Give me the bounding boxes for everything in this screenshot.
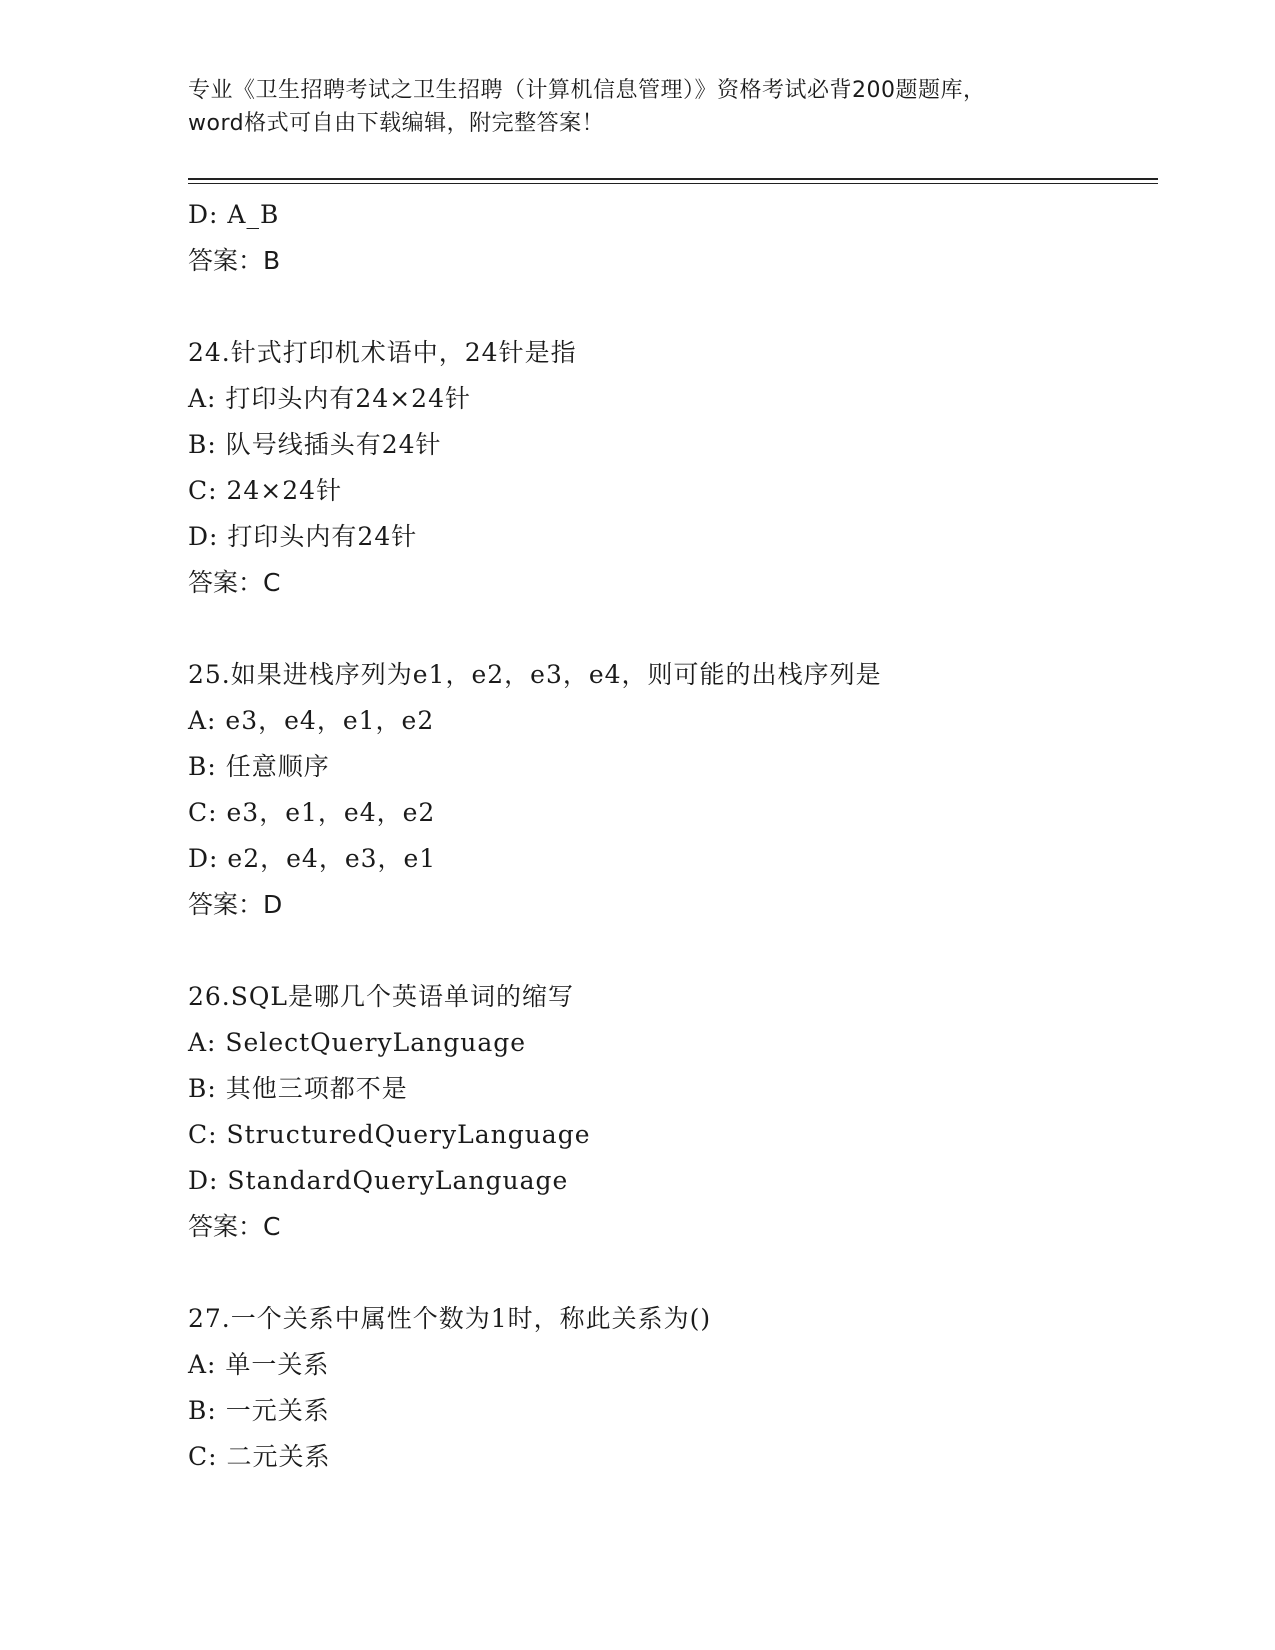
answer: 答案：C bbox=[188, 568, 281, 597]
header-divider bbox=[188, 178, 1158, 180]
question-stem: 27.一个关系中属性个数为1时，称此关系为() bbox=[188, 1304, 712, 1333]
spacer bbox=[188, 1250, 1158, 1296]
question-stem: 26.SQL是哪几个英语单词的缩写 bbox=[188, 982, 574, 1011]
option-d: D: e2，e4，e3，e1 bbox=[188, 844, 437, 873]
question-27 bbox=[188, 1296, 1158, 1480]
option-b: B: 一元关系 bbox=[188, 1396, 330, 1425]
question-list bbox=[188, 192, 1158, 1480]
option-b: B: 任意顺序 bbox=[188, 752, 330, 781]
option-b: B: 队号线插头有24针 bbox=[188, 430, 442, 459]
document-header bbox=[188, 74, 1088, 140]
carryover-answer: 答案：B bbox=[188, 246, 281, 275]
option-a: A: SelectQueryLanguage bbox=[188, 1028, 527, 1057]
spacer bbox=[188, 928, 1158, 974]
option-d: D: StandardQueryLanguage bbox=[188, 1166, 569, 1195]
question-24 bbox=[188, 330, 1158, 606]
option-c: C: 24×24针 bbox=[188, 476, 343, 505]
option-a: A: 单一关系 bbox=[188, 1350, 330, 1379]
question-stem: 24.针式打印机术语中，24针是指 bbox=[188, 338, 577, 367]
header-line-2: word格式可自由下载编辑，附完整答案！ bbox=[188, 111, 605, 136]
question-25 bbox=[188, 652, 1158, 928]
option-a: A: e3，e4，e1，e2 bbox=[188, 706, 435, 735]
option-d: D: 打印头内有24针 bbox=[188, 522, 418, 551]
spacer bbox=[188, 606, 1158, 652]
option-c: C: StructuredQueryLanguage bbox=[188, 1120, 591, 1149]
question-stem: 25.如果进栈序列为e1，e2，e3，e4，则可能的出栈序列是 bbox=[188, 660, 882, 689]
option-c: C: 二元关系 bbox=[188, 1442, 331, 1471]
spacer bbox=[188, 284, 1158, 330]
option-c: C: e3，e1，e4，e2 bbox=[188, 798, 436, 827]
answer: 答案：D bbox=[188, 890, 283, 919]
question-26 bbox=[188, 974, 1158, 1250]
carryover-option-d: D: A_B bbox=[188, 200, 280, 229]
option-a: A: 打印头内有24×24针 bbox=[188, 384, 471, 413]
header-line-1: 专业《卫生招聘考试之卫生招聘（计算机信息管理）》资格考试必背200题题库， bbox=[188, 78, 986, 103]
answer: 答案：C bbox=[188, 1212, 281, 1241]
header-divider-thin bbox=[188, 183, 1158, 184]
option-b: B: 其他三项都不是 bbox=[188, 1074, 408, 1103]
